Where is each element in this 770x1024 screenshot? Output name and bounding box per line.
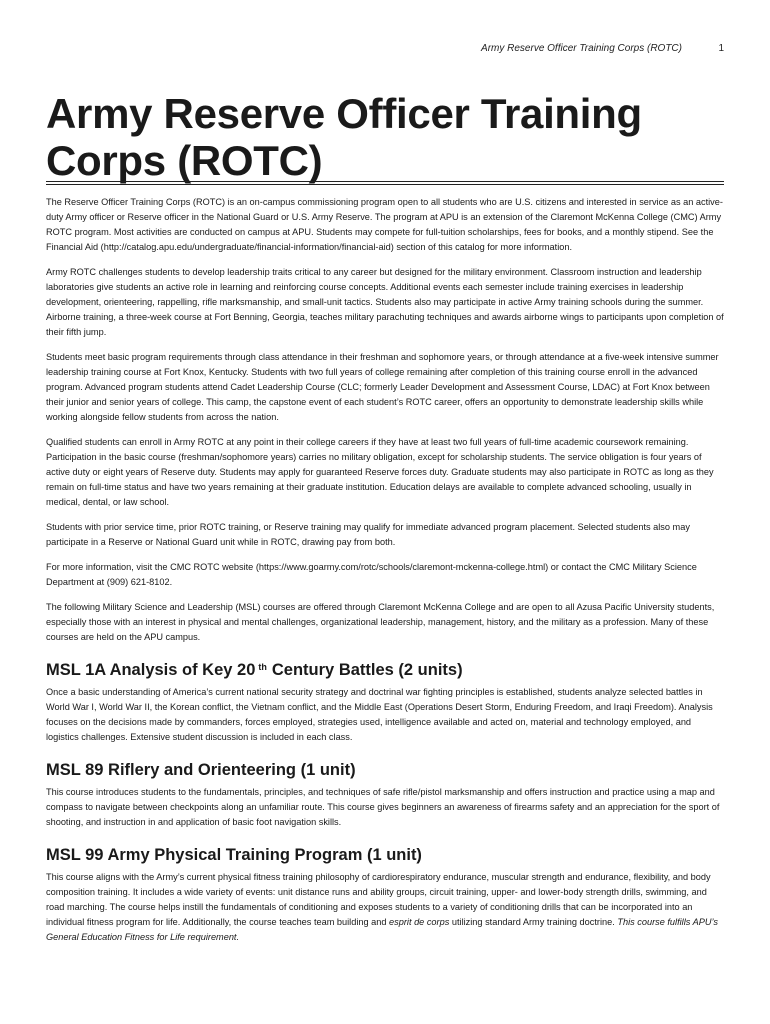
intro-paragraph: The following Military Science and Leadership (MSL) courses are offered through Claremont McKenna College and are open to all Azusa Pacific University students, especially those with an interest in physical and mental challenges, organizational leadership, management, history, and the military as a profession. Many of these courses are held on the APU campus. [46, 602, 715, 642]
course-title-sup: th [258, 662, 267, 672]
course-description: Once a basic understanding of America’s current national security strategy and doctrinal war fighting principles is established, students analyze selected battles in World War I, World War II, the Korean conflict, the Vietnam conflict, and the Middle East (Operations Desert Storm, Enduring Freedom, and Iraqi Freedom). Analysis focuses on the decisions made by commanders, forces employed, strategies used, intelligence available and acted on, material and technology employed, and logistics challenges. Extensive student discussion is included in each class. [46, 687, 713, 742]
course-description [46, 870, 724, 945]
intro-paragraph: Qualified students can enroll in Army ROTC at any point in their college careers if they have at least two full years of full-time academic coursework remaining. Participation in the basic course (freshman/sophomore years) carries no military obligation, except for scholarship students. The service obligation is four years of active duty or eight years of Reserve duty. Students may apply for guaranteed Reserve forces duty. Graduate students may also participate in ROTC as long as they remain on full-time status and have two years remaining at their graduate institution. Education delays are available to complete advanced schooling, usually in medical, dental, or law school. [46, 437, 714, 507]
course-heading-msl-1a [46, 659, 724, 681]
running-title: Army Reserve Officer Training Corps (ROTC) [481, 43, 682, 54]
title-divider [46, 181, 724, 185]
intro-paragraph: Army ROTC challenges students to develop leadership traits critical to any career but designed for the military environment. Classroom instruction and leadership laboratories give students an active role in learning and reinforcing course concepts. Additional events each semester include training exercises in leadership development, orienteering, rappelling, rifle marksmanship, and small-unit tactics. Students also may participate in active Army training schools during the summer. Airborne training, a three-week course at Fort Benning, Georgia, teaches military parachuting techniques and awards airborne wings to participants upon completion of their fifth jump. [46, 267, 724, 337]
ge-requirement-note: This course fulfills APU’s General Education Fitness for Life requirement. [46, 917, 718, 942]
intro-paragraph: The Reserve Officer Training Corps (ROTC) is an on-campus commissioning program open to all students who are U.S. citizens and interested in service as an active-duty Army officer or Reserve officer in the National Guard or U.S. Army Reserve. The program at APU is an extension of the Claremont McKenna College (CMC) Army ROTC program. Most activities are conducted on campus at APU. Students may compete for full-tuition scholarships, fees for books, and a monthly stipend. See the Financial Aid (http://catalog.apu.edu/undergraduate/financial-information/financial-aid) section of this catalog for more information. [46, 197, 723, 252]
document-body [46, 195, 724, 955]
intro-paragraph: Students with prior service time, prior ROTC training, or Reserve training may qualify for immediate advanced program placement. Selected students also may participate in a Reserve or National Guard unit while in ROTC, drawing pay from both. [46, 522, 690, 547]
course-description-text: utilizing standard Army training doctrine. [451, 917, 615, 927]
course-heading-msl-99: MSL 99 Army Physical Training Program (1 unit) [46, 846, 422, 864]
course-title-post: Century Battles (2 units) [271, 661, 463, 679]
intro-paragraph: For more information, visit the CMC ROTC website (https://www.goarmy.com/rotc/schools/claremont-mckenna-college.html) or contact the CMC Military Science Department at (909) 621-8102. [46, 562, 697, 587]
course-description: This course introduces students to the fundamentals, principles, and techniques of safe rifle/pistol marksmanship and offers instruction and practice using a map and compass to navigate between checkpoints along an unfamiliar route. This course gives beginners an awareness of firearms safety and an appreciation for the sport of shooting, and instruction in and application of basic foot navigation skills. [46, 787, 720, 827]
page-number: 1 [718, 43, 724, 54]
course-heading-msl-89: MSL 89 Riflery and Orienteering (1 unit) [46, 761, 356, 779]
course-description-emphasis: esprit de corps [389, 917, 450, 927]
page-title: Army Reserve Officer Training Corps (ROTC) [46, 90, 642, 184]
course-title-pre: MSL 1A Analysis of Key 20 [46, 661, 256, 679]
course-description-text: This course aligns with the Army’s current physical fitness training philosophy of cardiorespiratory endurance, muscular strength and endurance, flexibility, and body composition training. It includes a wide variety of events: unit distance runs and ability groups, circuit training, upper- and lower-body strength drills, swimming, and road marching. The course helps instill the fundamentals of conditioning and exposes students to a variety of conditioning drills that can be incorporated into an individual fitness program for life. Additionally, the course teaches team building and [46, 872, 711, 927]
intro-paragraph: Students meet basic program requirements through class attendance in their freshman and sophomore years, or through attendance at a five-week intensive summer leadership training course at Fort Knox, Kentucky. Students with two full years of college remaining after completion of this training course enroll in the advanced program. Advanced program students attend Cadet Leadership Course (CLC; formerly Leader Development and Assessment Course, LDAC) at Fort Knox between their junior and senior years of college. This camp, the capstone event of each student’s ROTC career, offers an opportunity to demonstrate leadership skills while working alongside fellow students from across the nation. [46, 352, 719, 422]
